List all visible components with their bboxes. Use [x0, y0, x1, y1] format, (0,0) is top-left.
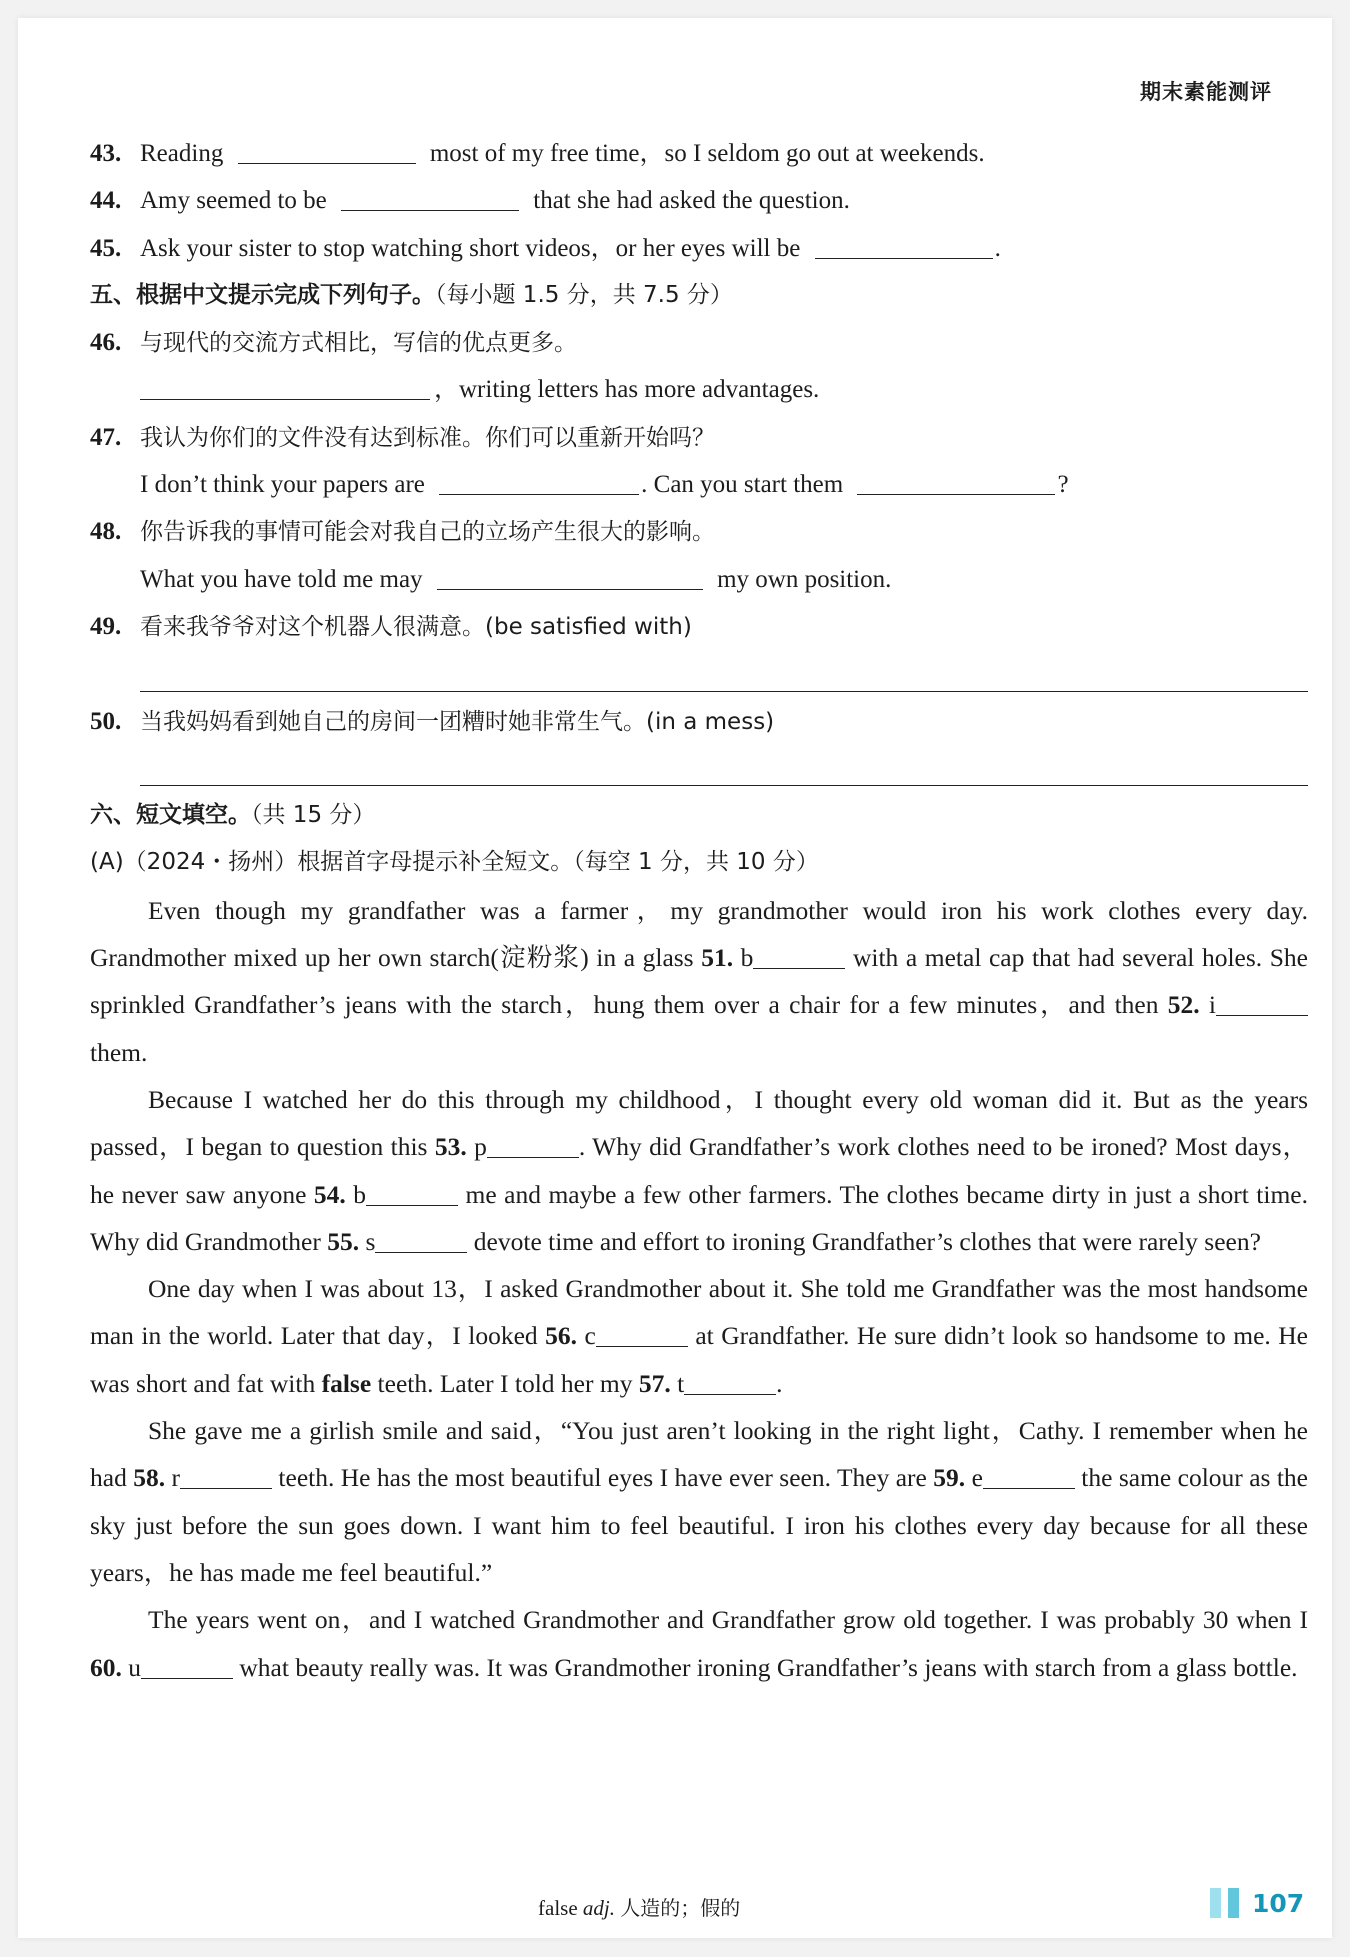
paragraph-5: [90, 1596, 1308, 1691]
question-text: Ask your sister to stop watching short videos，or her eyes will be: [140, 234, 801, 262]
paragraph-1: [90, 887, 1308, 1076]
question-number: 47.: [90, 423, 122, 451]
question-text: that she had asked the question.: [533, 187, 850, 215]
question-48: [90, 508, 1308, 555]
passage-text: .: [776, 1368, 783, 1398]
glossed-word: false: [321, 1368, 372, 1398]
question-text: my own position.: [717, 565, 892, 593]
question-50-answer: [90, 745, 1308, 792]
page-number-badge: [1210, 1888, 1304, 1918]
gloss-meaning: 人造的；假的: [620, 1896, 741, 1920]
passage-text: teeth. He has the most beautiful eyes I have ever seen. They are: [272, 1463, 934, 1493]
question-text: Amy seemed to be: [140, 187, 327, 215]
section-title: 五、根据中文提示完成下列句子。: [90, 281, 435, 308]
question-number: 46.: [90, 329, 122, 357]
question-text: Reading: [140, 140, 224, 167]
fill-blank[interactable]: [375, 1224, 467, 1253]
passage-text: Because I watched her do this through my childhood，I thought every old woman did it. But as the years passed，I began to question this: [90, 1084, 1308, 1162]
section-heading-5: [90, 272, 1308, 319]
running-title: 期末素能测评: [1140, 80, 1272, 104]
question-number: 50.: [90, 707, 122, 735]
answer-blank[interactable]: [857, 464, 1055, 495]
question-number: 45.: [90, 234, 122, 262]
chinese-prompt: 我认为你们的文件没有达到标准。你们可以重新开始吗？: [140, 424, 715, 451]
question-text: What you have told me may: [140, 565, 423, 593]
section-score: （共 15 分）: [251, 802, 376, 829]
passage-text: One day when I was about 13，I asked Grandmother about it. She told me Grandfather was the most handsome man in the world. Later that day，I looked: [90, 1274, 1308, 1351]
passage-text: She gave me a girlish smile and said，“You just aren’t looking in the right light，Cathy. I remember when he had: [90, 1416, 1308, 1493]
question-49: [90, 603, 1308, 650]
initial-letter: b: [740, 943, 754, 973]
blank-number: 52.: [1167, 990, 1200, 1020]
decor-bar: [1228, 1888, 1239, 1918]
paragraph-4: [90, 1407, 1308, 1596]
fill-blank[interactable]: [684, 1366, 776, 1395]
question-number: 43.: [90, 140, 122, 167]
gloss-word: false: [538, 1896, 578, 1920]
blank-number: 56.: [545, 1321, 578, 1351]
chinese-prompt: 你告诉我的事情可能会对我自己的立场产生很大的影响。: [140, 519, 715, 546]
answer-blank[interactable]: [439, 464, 639, 495]
question-45: [90, 225, 1308, 272]
question-text: I don’t think your papers are: [140, 471, 425, 499]
section-title: 六、短文填空。: [90, 802, 251, 829]
part-label: (A)（2024・扬州）根据首字母提示补全短文。: [90, 849, 574, 876]
fill-blank[interactable]: [983, 1460, 1075, 1489]
initial-letter: u: [128, 1652, 141, 1682]
fill-blank[interactable]: [753, 940, 845, 969]
initial-letter: b: [353, 1179, 367, 1209]
answer-blank[interactable]: [437, 559, 703, 590]
passage-text: them.: [90, 1037, 148, 1067]
question-44: [90, 177, 1308, 224]
question-47-answer: [90, 461, 1308, 508]
question-text: ?: [1057, 471, 1069, 499]
question-46: [90, 319, 1308, 366]
question-number: 44.: [90, 187, 122, 215]
passage-text: me and maybe a few other farmers. The clothes became dirty in just a short time. Why did Grandmother: [90, 1179, 1308, 1256]
fill-blank[interactable]: [487, 1129, 579, 1158]
answer-blank[interactable]: [341, 180, 519, 211]
chinese-prompt: 与现代的交流方式相比，写信的优点更多。: [140, 330, 577, 357]
initial-letter: e: [971, 1463, 983, 1493]
paragraph-2: [90, 1076, 1308, 1265]
page-number: 107: [1252, 1888, 1305, 1918]
chinese-prompt: 看来我爷爷对这个机器人很满意。(be satisfied with): [140, 613, 692, 640]
question-text: .: [994, 234, 1001, 262]
blank-number: 54.: [313, 1179, 346, 1209]
passage-text: what beauty really was. It was Grandmother ironing Grandfather’s jeans with starch from a glass bottle.: [233, 1652, 1298, 1682]
question-text: most of my free time，so I seldom go out at weekends.: [429, 140, 985, 167]
passage-text: the same colour as the sky just before the sun goes down. I want him to feel beautiful. I iron his clothes every day because for all these years，he has made me feel beautiful.”: [90, 1463, 1308, 1587]
answer-line[interactable]: [140, 691, 1308, 692]
question-43: [90, 130, 1308, 177]
fill-blank[interactable]: [1216, 987, 1308, 1016]
section-score: （每小题 1.5 分，共 7.5 分）: [435, 281, 733, 308]
question-text: ，writing letters has more advantages.: [434, 376, 820, 404]
decor-bar: [1210, 1888, 1221, 1918]
passage-text: at Grandfather. He sure didn’t look so handsome to me. He was short and fat with: [90, 1321, 1309, 1398]
question-text: . Can you start them: [641, 471, 844, 499]
blank-number: 58.: [133, 1463, 166, 1493]
paragraph-3: [90, 1265, 1308, 1407]
initial-letter: p: [474, 1132, 487, 1162]
footnote-gloss: [538, 1892, 740, 1921]
passage-text: with a metal cap that had several holes. She sprinkled Grandfather’s jeans with the starch，hung them over a chair for a few minutes，and then: [90, 943, 1308, 1020]
passage-text: devote time and effort to ironing Grandfather’s clothes that were rarely seen?: [467, 1226, 1261, 1256]
question-46-answer: [90, 366, 1308, 413]
question-49-answer: [90, 650, 1308, 697]
blank-number: 57.: [638, 1368, 671, 1398]
content: [90, 130, 1308, 1691]
initial-letter: c: [584, 1321, 596, 1351]
answer-blank[interactable]: [238, 133, 416, 164]
fill-blank[interactable]: [141, 1650, 233, 1679]
question-48-answer: [90, 556, 1308, 603]
answer-line[interactable]: [140, 785, 1308, 786]
answer-blank[interactable]: [140, 369, 430, 400]
gloss-part-of-speech: adj.: [582, 1896, 615, 1920]
blank-number: 60.: [90, 1652, 122, 1682]
blank-number: 59.: [933, 1463, 966, 1493]
section-heading-6: [90, 792, 1308, 839]
page: [18, 18, 1332, 1938]
chinese-prompt: 当我妈妈看到她自己的房间一团糟时她非常生气。(in a mess): [140, 708, 775, 735]
blank-number: 53.: [434, 1132, 467, 1162]
passage-text: . Why did Grandfather’s work clothes need to be ironed? Most days，he never saw anyone: [90, 1132, 1309, 1209]
initial-letter: t: [677, 1368, 685, 1398]
blank-number: 51.: [701, 943, 734, 973]
passage-text: The years went on，and I watched Grandmother and Grandfather grow old together. I was probably 30 when I: [148, 1605, 1308, 1635]
passage-text: teeth. Later I told her my: [371, 1368, 639, 1398]
cloze-passage: [90, 887, 1308, 1691]
passage-text: Even though my grandfather was a farmer，my grandmother would iron his work clothes every day. Grandmother mixed up her own starch(淀粉浆) in a glass: [90, 895, 1308, 973]
fill-blank[interactable]: [366, 1177, 458, 1206]
fill-blank[interactable]: [180, 1460, 272, 1489]
blank-number: 55.: [327, 1226, 360, 1256]
fill-blank[interactable]: [596, 1318, 688, 1347]
question-number: 48.: [90, 518, 122, 546]
answer-blank[interactable]: [815, 228, 993, 259]
question-number: 49.: [90, 612, 122, 640]
part-a-heading: [90, 839, 1308, 886]
initial-letter: s: [365, 1226, 376, 1256]
part-score: （每空 1 分，共 10 分）: [573, 849, 819, 876]
initial-letter: i: [1208, 990, 1216, 1020]
question-47: [90, 414, 1308, 461]
question-50: [90, 698, 1308, 745]
initial-letter: r: [171, 1463, 181, 1493]
